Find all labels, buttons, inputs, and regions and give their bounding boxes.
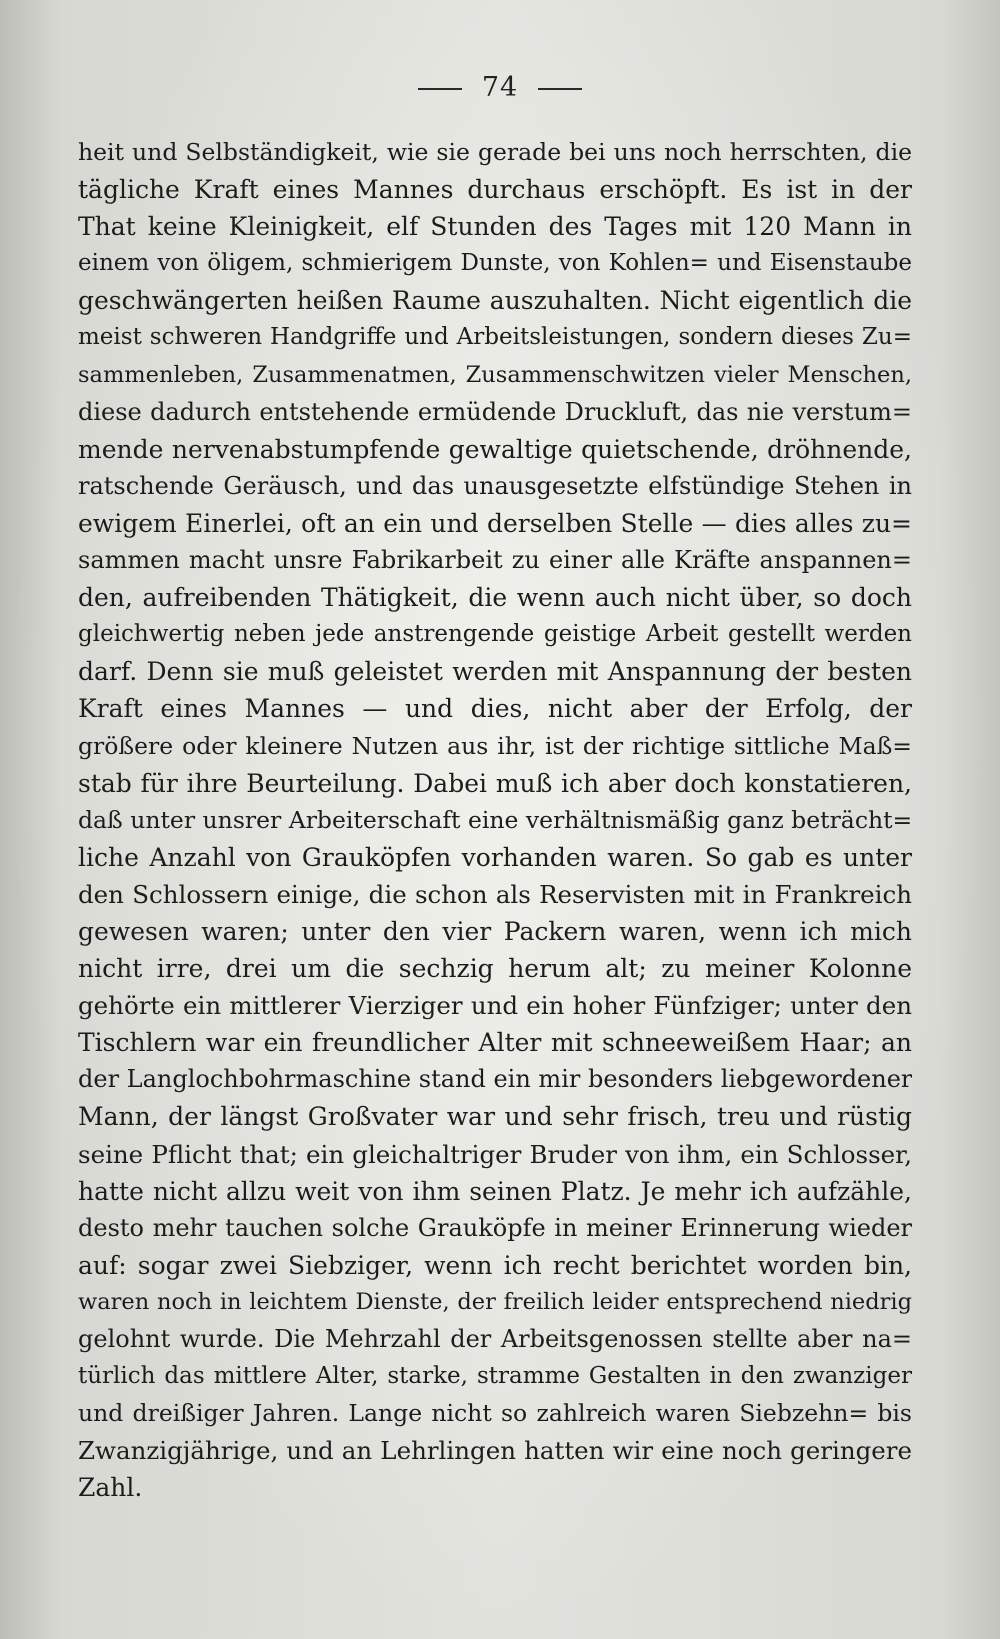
text-line: den Schlossern einige, die schon als Reservisten mit in Frankreich	[78, 879, 912, 909]
text-line: ewigem Einerlei, oft an ein und derselben Stelle — dies alles zu=	[78, 508, 912, 538]
text-line: heit und Selbständigkeit, wie sie gerade bei uns noch herrschten, die	[78, 138, 912, 166]
text-line: ratschende Geräusch, und das unausgesetzte elfstündige Stehen in	[78, 471, 912, 500]
text-line: liche Anzahl von Grauköpfen vorhanden waren. So gab es unter	[78, 842, 912, 872]
text-line: mende nervenabstumpfende gewaltige quietschende, dröhnende,	[78, 434, 912, 464]
text-line: hatte nicht allzu weit von ihm seinen Platz. Je mehr ich aufzähle,	[78, 1176, 912, 1206]
text-line: Tischlern war ein freundlicher Alter mit schneeweißem Haar; an	[78, 1028, 912, 1058]
page-header	[0, 72, 1000, 103]
text-line: waren noch in leichtem Dienste, der freilich leider entsprechend niedrig	[78, 1288, 912, 1315]
text-line: daß unter unsrer Arbeiterschaft eine verhältnismäßig ganz beträcht=	[78, 805, 912, 834]
text-line: türlich das mittlere Alter, starke, stramme Gestalten in den zwanziger	[78, 1363, 912, 1390]
text-line: sammenleben, Zusammenatmen, Zusammenschwitzen vieler Menschen,	[78, 361, 912, 388]
text-line: sammen macht unsre Fabrikarbeit zu einer alle Kräfte anspannen=	[78, 546, 912, 575]
text-line: nicht irre, drei um die sechzig herum alt; zu meiner Kolonne	[78, 954, 912, 984]
text-line: der Langlochbohrmaschine stand ein mir besonders liebgewordener	[78, 1065, 912, 1094]
text-line: meist schweren Handgriffe und Arbeitsleistungen, sondern dieses Zu=	[78, 324, 912, 351]
header-dash-left	[418, 88, 462, 90]
text-line: gelohnt wurde. Die Mehrzahl der Arbeitsgenossen stellte aber na=	[78, 1325, 912, 1353]
header-dash-right	[538, 88, 582, 90]
body-text	[78, 134, 912, 1506]
text-line: Zwanzigjährige, und an Lehrlingen hatten wir eine noch geringere	[78, 1436, 912, 1466]
text-line: gleichwertig neben jede anstrengende geistige Arbeit gestellt werden	[78, 621, 912, 648]
text-line: gehörte ein mittlerer Vierziger und ein hoher Fünfziger; unter den	[78, 991, 912, 1021]
text-line: stab für ihre Beurteilung. Dabei muß ich aber doch konstatieren,	[78, 768, 912, 798]
text-line: Kraft eines Mannes — und dies, nicht aber der Erfolg, der	[78, 694, 912, 724]
text-line: Mann, der längst Großvater war und sehr frisch, treu und rüstig	[78, 1102, 912, 1132]
text-line: einem von öligem, schmierigem Dunste, von Kohlen= und Eisenstaube	[78, 250, 912, 277]
text-line: und dreißiger Jahren. Lange nicht so zahlreich waren Siebzehn= bis	[78, 1399, 912, 1428]
text-line: That keine Kleinigkeit, elf Stunden des Tages mit 120 Mann in	[78, 212, 912, 242]
text-line: auf: sogar zwei Siebziger, wenn ich recht berichtet worden bin,	[78, 1250, 912, 1280]
page-number: 74	[481, 72, 519, 103]
text-line: diese dadurch entstehende ermüdende Druckluft, das nie verstum=	[78, 397, 912, 426]
text-line: gewesen waren; unter den vier Packern waren, wenn ich mich	[78, 916, 912, 946]
text-line: geschwängerten heißen Raume auszuhalten. Nicht eigentlich die	[78, 286, 912, 316]
text-line: seine Pflicht that; ein gleichaltriger Bruder von ihm, ein Schlosser,	[78, 1139, 912, 1169]
text-line-last: Zahl.	[78, 1473, 143, 1503]
text-line: desto mehr tauchen solche Grauköpfe in meiner Erinnerung wieder	[78, 1213, 912, 1242]
text-line: den, aufreibenden Thätigkeit, die wenn auch nicht über, so doch	[78, 583, 912, 613]
text-line: darf. Denn sie muß geleistet werden mit Anspannung der besten	[78, 657, 912, 687]
text-line: tägliche Kraft eines Mannes durchaus erschöpft. Es ist in der	[78, 175, 912, 205]
text-line: größere oder kleinere Nutzen aus ihr, ist der richtige sittliche Maß=	[78, 731, 912, 760]
